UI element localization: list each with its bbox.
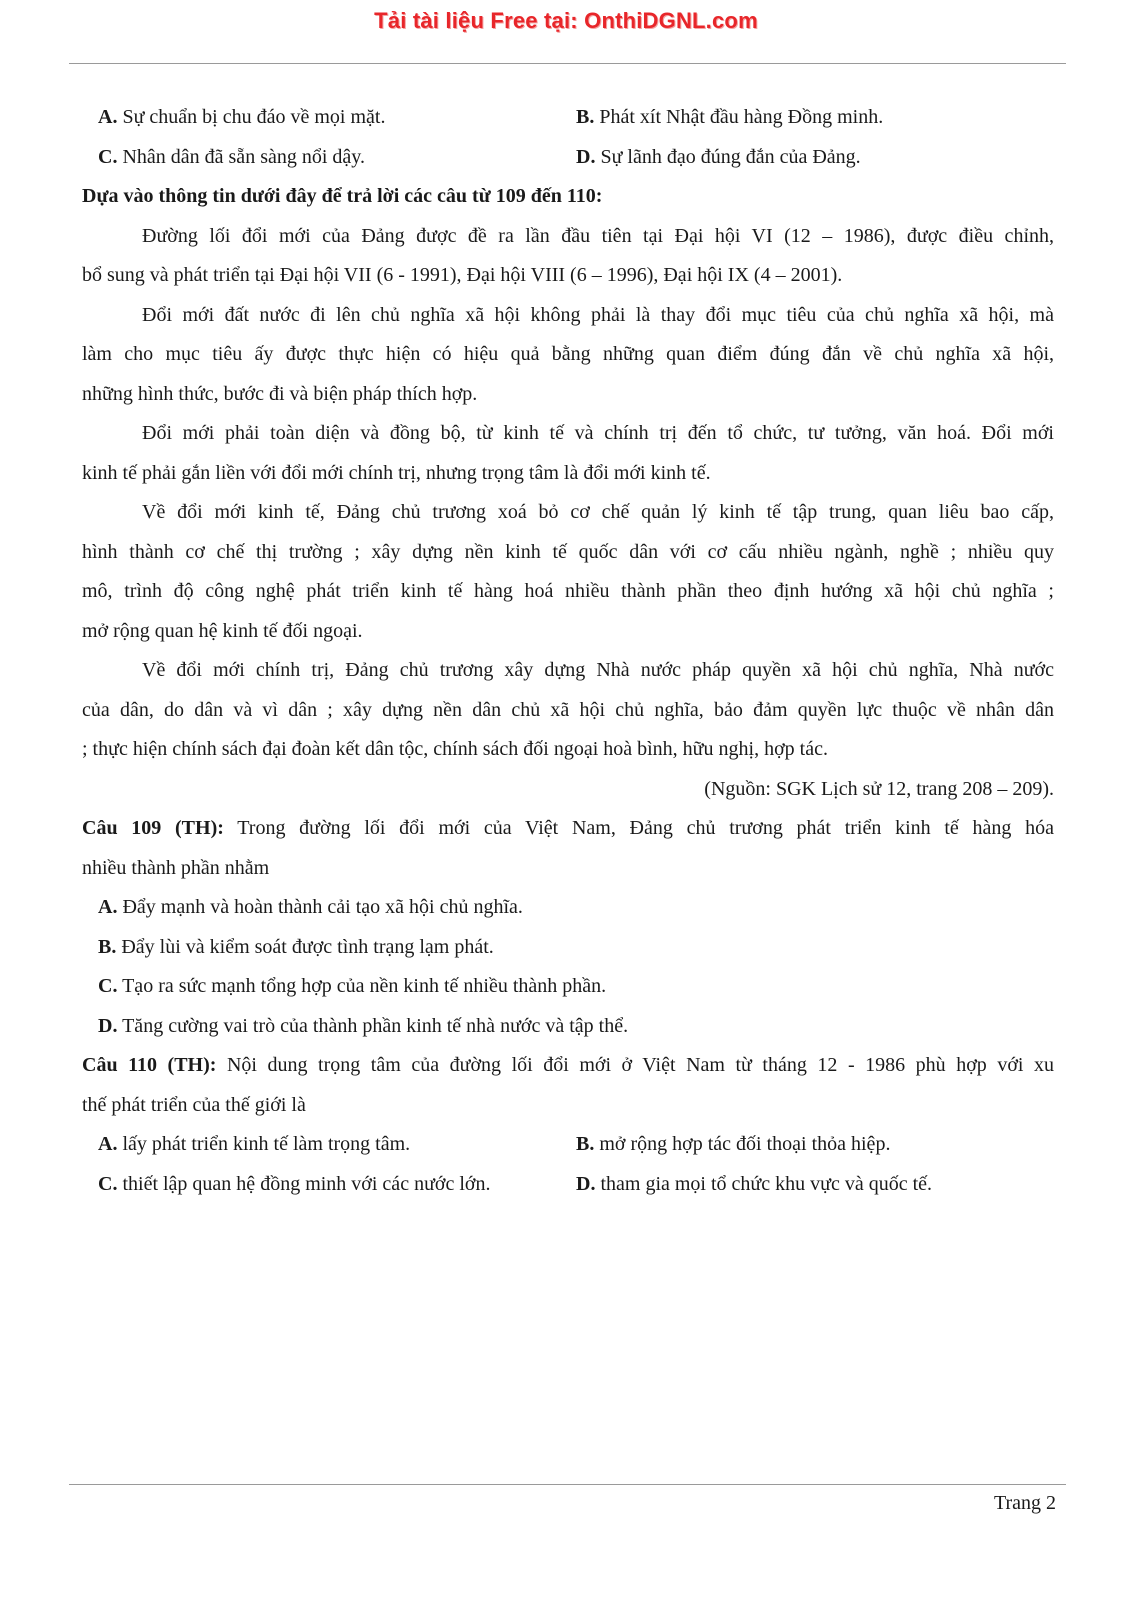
q109-option-c: C. Tạo ra sức mạnh tổng hợp của nền kinh tế nhiều thành phần. — [98, 975, 607, 997]
q109-option-a: A. Đẩy mạnh và hoàn thành cải tạo xã hội chủ nghĩa. — [98, 896, 523, 918]
q109-option-b: B. Đẩy lùi và kiểm soát được tình trạng lạm phát. — [98, 935, 494, 958]
page-number: Trang 2 — [993, 1492, 1056, 1514]
option-b: B. Phát xít Nhật đầu hàng Đồng minh. — [576, 106, 884, 128]
q110-option-c: C. thiết lập quan hệ đồng minh với các nước lớn. — [98, 1172, 491, 1195]
question-110-label: Câu 110 (TH): — [82, 1054, 217, 1076]
question-110-stem: Câu 110 (TH): Nội dung trọng tâm của đường lối đổi mới ở Việt Nam từ tháng 12 - 1986 phù hợp với xu thế phát triển của thế giới là — [82, 1054, 1055, 1116]
prev-question-options-row-1 — [82, 98, 1054, 138]
passage-paragraph-2: Đổi mới đất nước đi lên chủ nghĩa xã hội không phải là thay đổi mục tiêu của chủ nghĩa xã hội, mà làm cho mục tiêu ấy được thực hiện có hiệu quả bằng những quan điểm đúng đắn về chủ nghĩa xã hội, những hình thức, bước đi và biện pháp thích hợp. — [82, 303, 1054, 405]
passage-heading: Dựa vào thông tin dưới đây để trả lời các câu từ 109 đến 110: — [82, 185, 603, 207]
question-109-label: Câu 109 (TH): — [82, 817, 224, 839]
passage-paragraph-3: Đổi mới phải toàn diện và đồng bộ, từ kinh tế và chính trị đến tổ chức, tư tưởng, văn hoá. Đổi mới kinh tế phải gắn liền với đổi mới chính trị, nhưng trọng tâm là đổi mới kinh tế. — [82, 422, 1054, 484]
q110-option-b: B. mở rộng hợp tác đối thoại thỏa hiệp. — [576, 1133, 891, 1155]
header-divider — [69, 63, 1066, 64]
site-header-link[interactable]: Tải tài liệu Free tại: OnthiDGNL.com — [374, 8, 758, 33]
q109-option-d: D. Tăng cường vai trò của thành phần kinh tế nhà nước và tập thể. — [98, 1014, 629, 1037]
q110-option-a: A. lấy phát triển kinh tế làm trọng tâm. — [98, 1133, 411, 1155]
prev-question-options-row-2 — [82, 138, 1054, 178]
page-content — [82, 98, 1054, 1204]
footer-divider — [69, 1484, 1066, 1485]
passage-paragraph-5: Về đổi mới chính trị, Đảng chủ trương xây dựng Nhà nước pháp quyền xã hội chủ nghĩa, Nhà nước của dân, do dân và vì dân ; xây dựng nền dân chủ xã hội chủ nghĩa, bảo đảm quyền lực thuộc về nhân dân ; thực hiện chính sách đại đoàn kết dân tộc, chính sách đối ngoại hoà bình, hữu nghị, hợp tác. — [82, 659, 1054, 760]
passage-paragraph-1: Đường lối đổi mới của Đảng được đề ra lần đầu tiên tại Đại hội VI (12 – 1986), được điều chỉnh, bổ sung và phát triển tại Đại hội VII (6 - 1991), Đại hội VIII (6 – 1996), Đại hội IX (4 – 2001). — [82, 224, 1054, 286]
q110-option-d: D. tham gia mọi tổ chức khu vực và quốc tế. — [576, 1172, 933, 1195]
passage-paragraph-4: Về đổi mới kinh tế, Đảng chủ trương xoá bỏ cơ chế quản lý kinh tế tập trung, quan liêu bao cấp, hình thành cơ chế thị trường ; xây dựng nền kinh tế quốc dân với cơ cấu nhiều ngành, nghề ; nhiều quy mô, trình độ công nghệ phát triển kinh tế hàng hoá nhiều thành phần theo định hướng xã hội chủ nghĩa ; mở rộng quan hệ kinh tế đối ngoại. — [82, 501, 1054, 642]
option-c: C. Nhân dân đã sẵn sàng nổi dậy. — [98, 145, 365, 168]
option-a: A. Sự chuẩn bị chu đáo về mọi mặt. — [98, 106, 386, 128]
q110-options-row-2 — [82, 1165, 1054, 1205]
option-d: D. Sự lãnh đạo đúng đắn của Đảng. — [576, 145, 861, 168]
q110-options-row-1 — [82, 1125, 1054, 1165]
passage-source: (Nguồn: SGK Lịch sử 12, trang 208 – 209). — [704, 777, 1054, 800]
question-109-stem: Câu 109 (TH): Trong đường lối đổi mới của Việt Nam, Đảng chủ trương phát triển kinh tế hàng hóa nhiều thành phần nhằm — [82, 817, 1055, 879]
